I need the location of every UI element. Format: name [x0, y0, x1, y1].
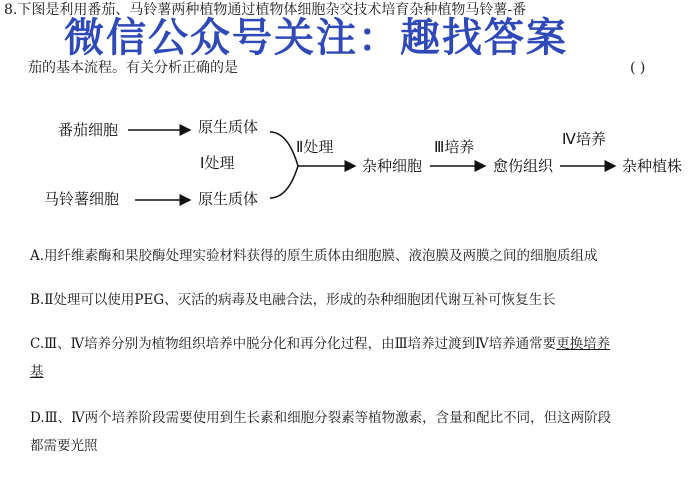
question-stem-line2: 茄的基本流程。有关分析正确的是 — [28, 60, 238, 76]
label-hybrid-plant: 杂种植株 — [622, 157, 683, 175]
option-c-line2: 基 — [30, 364, 44, 380]
option-d-line1: D.Ⅲ、Ⅳ两个培养阶段需要使用到生长素和细胞分裂素等植物激素，含量和配比不同，但这两阶段 — [30, 410, 612, 426]
option-a: A.用纤维素酶和果胶酶处理实验材料获得的原生质体由细胞膜、液泡膜及两膜之间的细胞质组成 — [30, 248, 598, 264]
label-hybrid-cell: 杂种细胞 — [362, 157, 423, 175]
label-callus: 愈伤组织 — [493, 157, 554, 175]
option-c-text: C.Ⅲ、Ⅳ培养分别为植物组织培养中脱分化和再分化过程，由Ⅲ培养过渡到Ⅳ培养通常要 — [30, 336, 557, 352]
option-c-line1 — [30, 334, 610, 354]
label-potato-cell: 马铃薯细胞 — [44, 190, 120, 208]
label-step1: Ⅰ处理 — [200, 154, 235, 172]
option-b: B.Ⅱ处理可以使用PEG、灭活的病毒及电融合法，形成的杂种细胞团代谢互补可恢复生长 — [30, 292, 556, 308]
question-stem-line1: 8.下图是利用番茄、马铃薯两种植物通过植物体细胞杂交技术培育杂种植物马铃薯-番 — [4, 2, 527, 18]
label-protoplast-top: 原生质体 — [198, 118, 259, 136]
label-step2: Ⅱ处理 — [296, 138, 334, 156]
label-step4: Ⅳ培养 — [562, 130, 606, 148]
answer-parentheses: ( ) — [630, 60, 646, 76]
label-step3: Ⅲ培养 — [434, 138, 475, 156]
merge-bracket — [270, 132, 298, 198]
flow-diagram — [30, 110, 700, 220]
option-d-line2: 都需要光照 — [30, 438, 98, 454]
label-protoplast-bottom: 原生质体 — [198, 190, 259, 208]
label-tomato-cell: 番茄细胞 — [58, 121, 119, 139]
option-c-underlined: 更换培养 — [556, 336, 611, 352]
watermark-text: 微信公众号关注：趣找答案 — [64, 15, 568, 61]
